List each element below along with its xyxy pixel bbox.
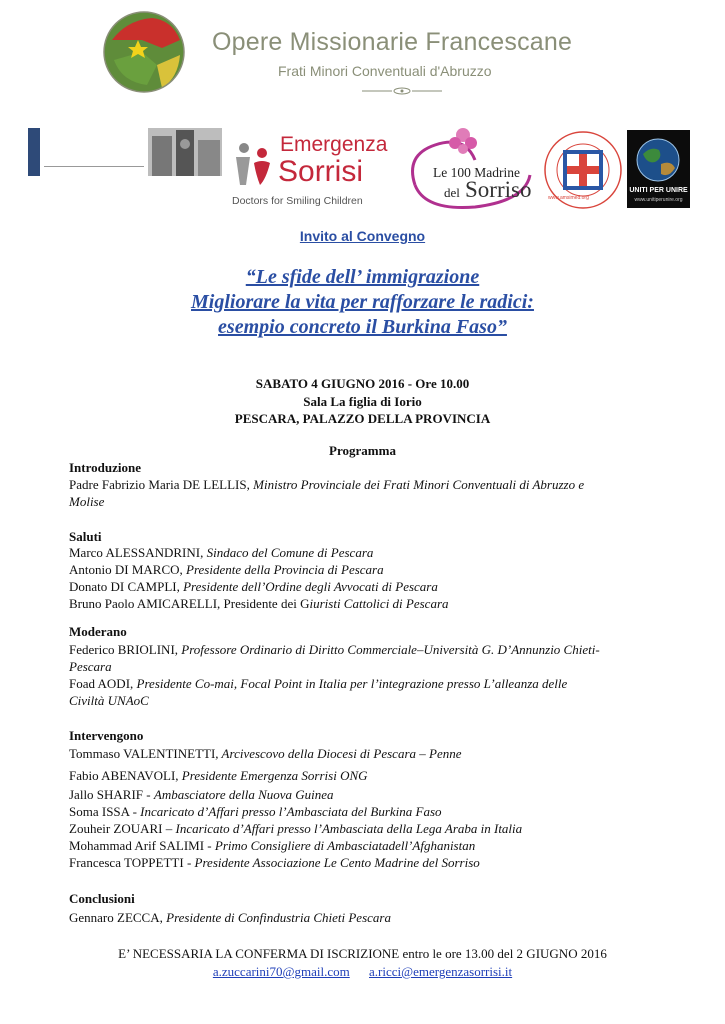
speaker-role-cont: Civiltà UNAoC — [69, 693, 149, 708]
speaker-role: Presidente di Confindustria Chieti Pescara — [166, 910, 391, 925]
saluti-item — [69, 545, 373, 561]
partner-logos — [0, 125, 725, 215]
registration-note: E’ NECESSARIA LA CONFERMA DI ISCRIZIONE entro le ore 13.00 del 2 GIUGNO 2016 — [118, 946, 607, 961]
saluti-item — [69, 596, 449, 612]
programma-heading: Programma — [329, 443, 396, 458]
event-place: PESCARA, PALAZZO DELLA PROVINCIA — [234, 411, 491, 426]
ugci-rule — [44, 166, 144, 167]
email-link-ricci[interactable]: a.ricci@emergenzasorrisi.it — [369, 964, 513, 979]
header — [100, 8, 640, 103]
intervengono-heading: Intervengono — [69, 728, 144, 743]
introduzione-item — [69, 477, 584, 493]
event-date: SABATO 4 GIUGNO 2016 - Ore 10.00 — [255, 376, 470, 391]
speaker-role: Presidente Emergenza Sorrisi ONG — [181, 768, 368, 783]
org-subtitle: Frati Minori Conventuali d'Abruzzo — [278, 63, 492, 79]
speaker-role: Ministro Provinciale dei Frati Minori Conventuali di Abruzzo e — [253, 477, 585, 492]
speaker-name: Federico BRIOLINI, — [69, 642, 182, 657]
title-line-3: esempio concreto il Burkina Faso” — [218, 316, 507, 338]
amsi-url: www.amsimed.org — [548, 195, 589, 201]
speaker-role: Presidente Associazione Le Cento Madrine del Sorriso — [194, 855, 480, 870]
speaker-name: Marco ALESSANDRINI, — [69, 545, 207, 560]
smiling-children-icon — [230, 139, 275, 189]
contact-emails — [0, 964, 725, 980]
intervengono-item — [69, 746, 462, 762]
madrine-logo — [395, 125, 540, 215]
speaker-role: Primo Consigliere di Ambasciatadell’Afghanistan — [214, 838, 476, 853]
saluti-heading: Saluti — [69, 529, 102, 544]
intervengono-item — [69, 804, 442, 820]
moderano-item — [69, 642, 600, 658]
speaker-name: Zouheir ZOUARI – — [69, 821, 176, 836]
speaker-role-cont: Molise — [69, 494, 105, 509]
madrine-sorriso: Sorriso — [465, 177, 532, 202]
speaker-role: Incaricato d’Affari presso l’Ambasciata della Lega Araba in Italia — [175, 821, 523, 836]
speaker-name: Francesca TOPPETTI - — [69, 855, 195, 870]
speaker-name: Padre Fabrizio Maria DE LELLIS, — [69, 477, 254, 492]
intervengono-item — [69, 855, 480, 871]
moderano-item-cont — [69, 693, 149, 709]
emergenza-tagline: Doctors for Smiling Children — [232, 195, 363, 207]
event-room: Sala La figlia di Iorio — [303, 394, 422, 409]
speaker-role: Ambasciatore della Nuova Guinea — [153, 787, 334, 802]
speaker-name: Soma ISSA - — [69, 804, 141, 819]
speaker-role: Presidente della Provincia di Pescara — [186, 562, 384, 577]
speaker-name: Tommaso VALENTINETTI — [69, 746, 216, 761]
ugci-logo — [28, 128, 222, 176]
intervengono-item — [69, 787, 334, 803]
uniti-per-unire-logo — [627, 130, 690, 208]
speaker-role: , Arcivescovo della Diocesi di Pescara – Penne — [215, 746, 462, 761]
invite-text: Invito al Convegno — [299, 228, 426, 244]
intervengono-item — [69, 768, 368, 784]
org-name: Opere Missionarie Francescane — [212, 28, 573, 56]
speaker-role: Sindaco del Comune di Pescara — [206, 545, 374, 560]
convention-title — [0, 265, 725, 340]
saluti-item — [69, 579, 438, 595]
title-line-1: “Le sfide dell’ immigrazione — [245, 266, 480, 288]
speaker-name: Bruno Paolo AMICARELLI, Presidente dei G — [69, 596, 310, 611]
speaker-name: Foad AODI, — [69, 676, 137, 691]
moderano-item — [69, 676, 567, 692]
speaker-role: Presidente dell’Ordine degli Avvocati di Pescara — [183, 579, 438, 594]
intervengono-item — [69, 821, 522, 837]
title-line-2: Migliorare la vita per rafforzare le radici: — [191, 291, 534, 313]
ugci-mark-icon — [28, 128, 40, 176]
intervengono-item — [69, 838, 475, 854]
conclusioni-item — [69, 910, 391, 926]
speaker-name: Gennaro ZECCA, — [69, 910, 167, 925]
building-photo-icon — [148, 128, 222, 176]
emergenza-title: Emergenza — [280, 133, 388, 156]
madrine-del: del — [444, 185, 460, 200]
emergenza-sorrisi-logo — [230, 133, 390, 211]
speaker-role: iuristi Cattolici di Pescara — [309, 596, 449, 611]
introduzione-item-cont — [69, 494, 104, 510]
speaker-name: Mohammad Arif SALIMI - — [69, 838, 215, 853]
moderano-item-cont — [69, 659, 112, 675]
speaker-name: Jallo SHARIF - — [69, 787, 154, 802]
upu-title: UNITI PER UNIRE — [629, 187, 688, 194]
email-link-zuccarini[interactable]: a.zuccarini70@gmail.com — [212, 964, 350, 979]
globe-logo-icon — [102, 10, 186, 94]
ornament-divider-icon — [362, 86, 442, 96]
upu-url: www.unitiperunire.org — [634, 197, 683, 203]
speaker-name: Fabio ABENAVOLI, — [69, 768, 182, 783]
saluti-item — [69, 562, 384, 578]
speaker-name: Antonio DI MARCO, — [69, 562, 187, 577]
speaker-name: Donato DI CAMPLI, — [69, 579, 184, 594]
speaker-role-cont: Pescara — [69, 659, 112, 674]
conclusioni-heading: Conclusioni — [69, 891, 135, 906]
speaker-role: Incaricato d’Affari presso l’Ambasciata del Burkina Faso — [140, 804, 442, 819]
speaker-role: Presidente Co-mai, Focal Point in Italia per l’integrazione presso L’alleanza delle — [136, 676, 568, 691]
sorrisi-title: Sorrisi — [278, 155, 364, 188]
moderano-heading: Moderano — [69, 624, 127, 639]
introduzione-heading: Introduzione — [69, 460, 141, 475]
earth-globe-icon — [635, 136, 682, 184]
invite-heading — [0, 228, 725, 244]
madrine-line1: Le 100 Madrine — [433, 165, 520, 180]
speaker-role: Professore Ordinario di Diritto Commerciale–Università G. D’Annunzio Chieti- — [181, 642, 600, 657]
